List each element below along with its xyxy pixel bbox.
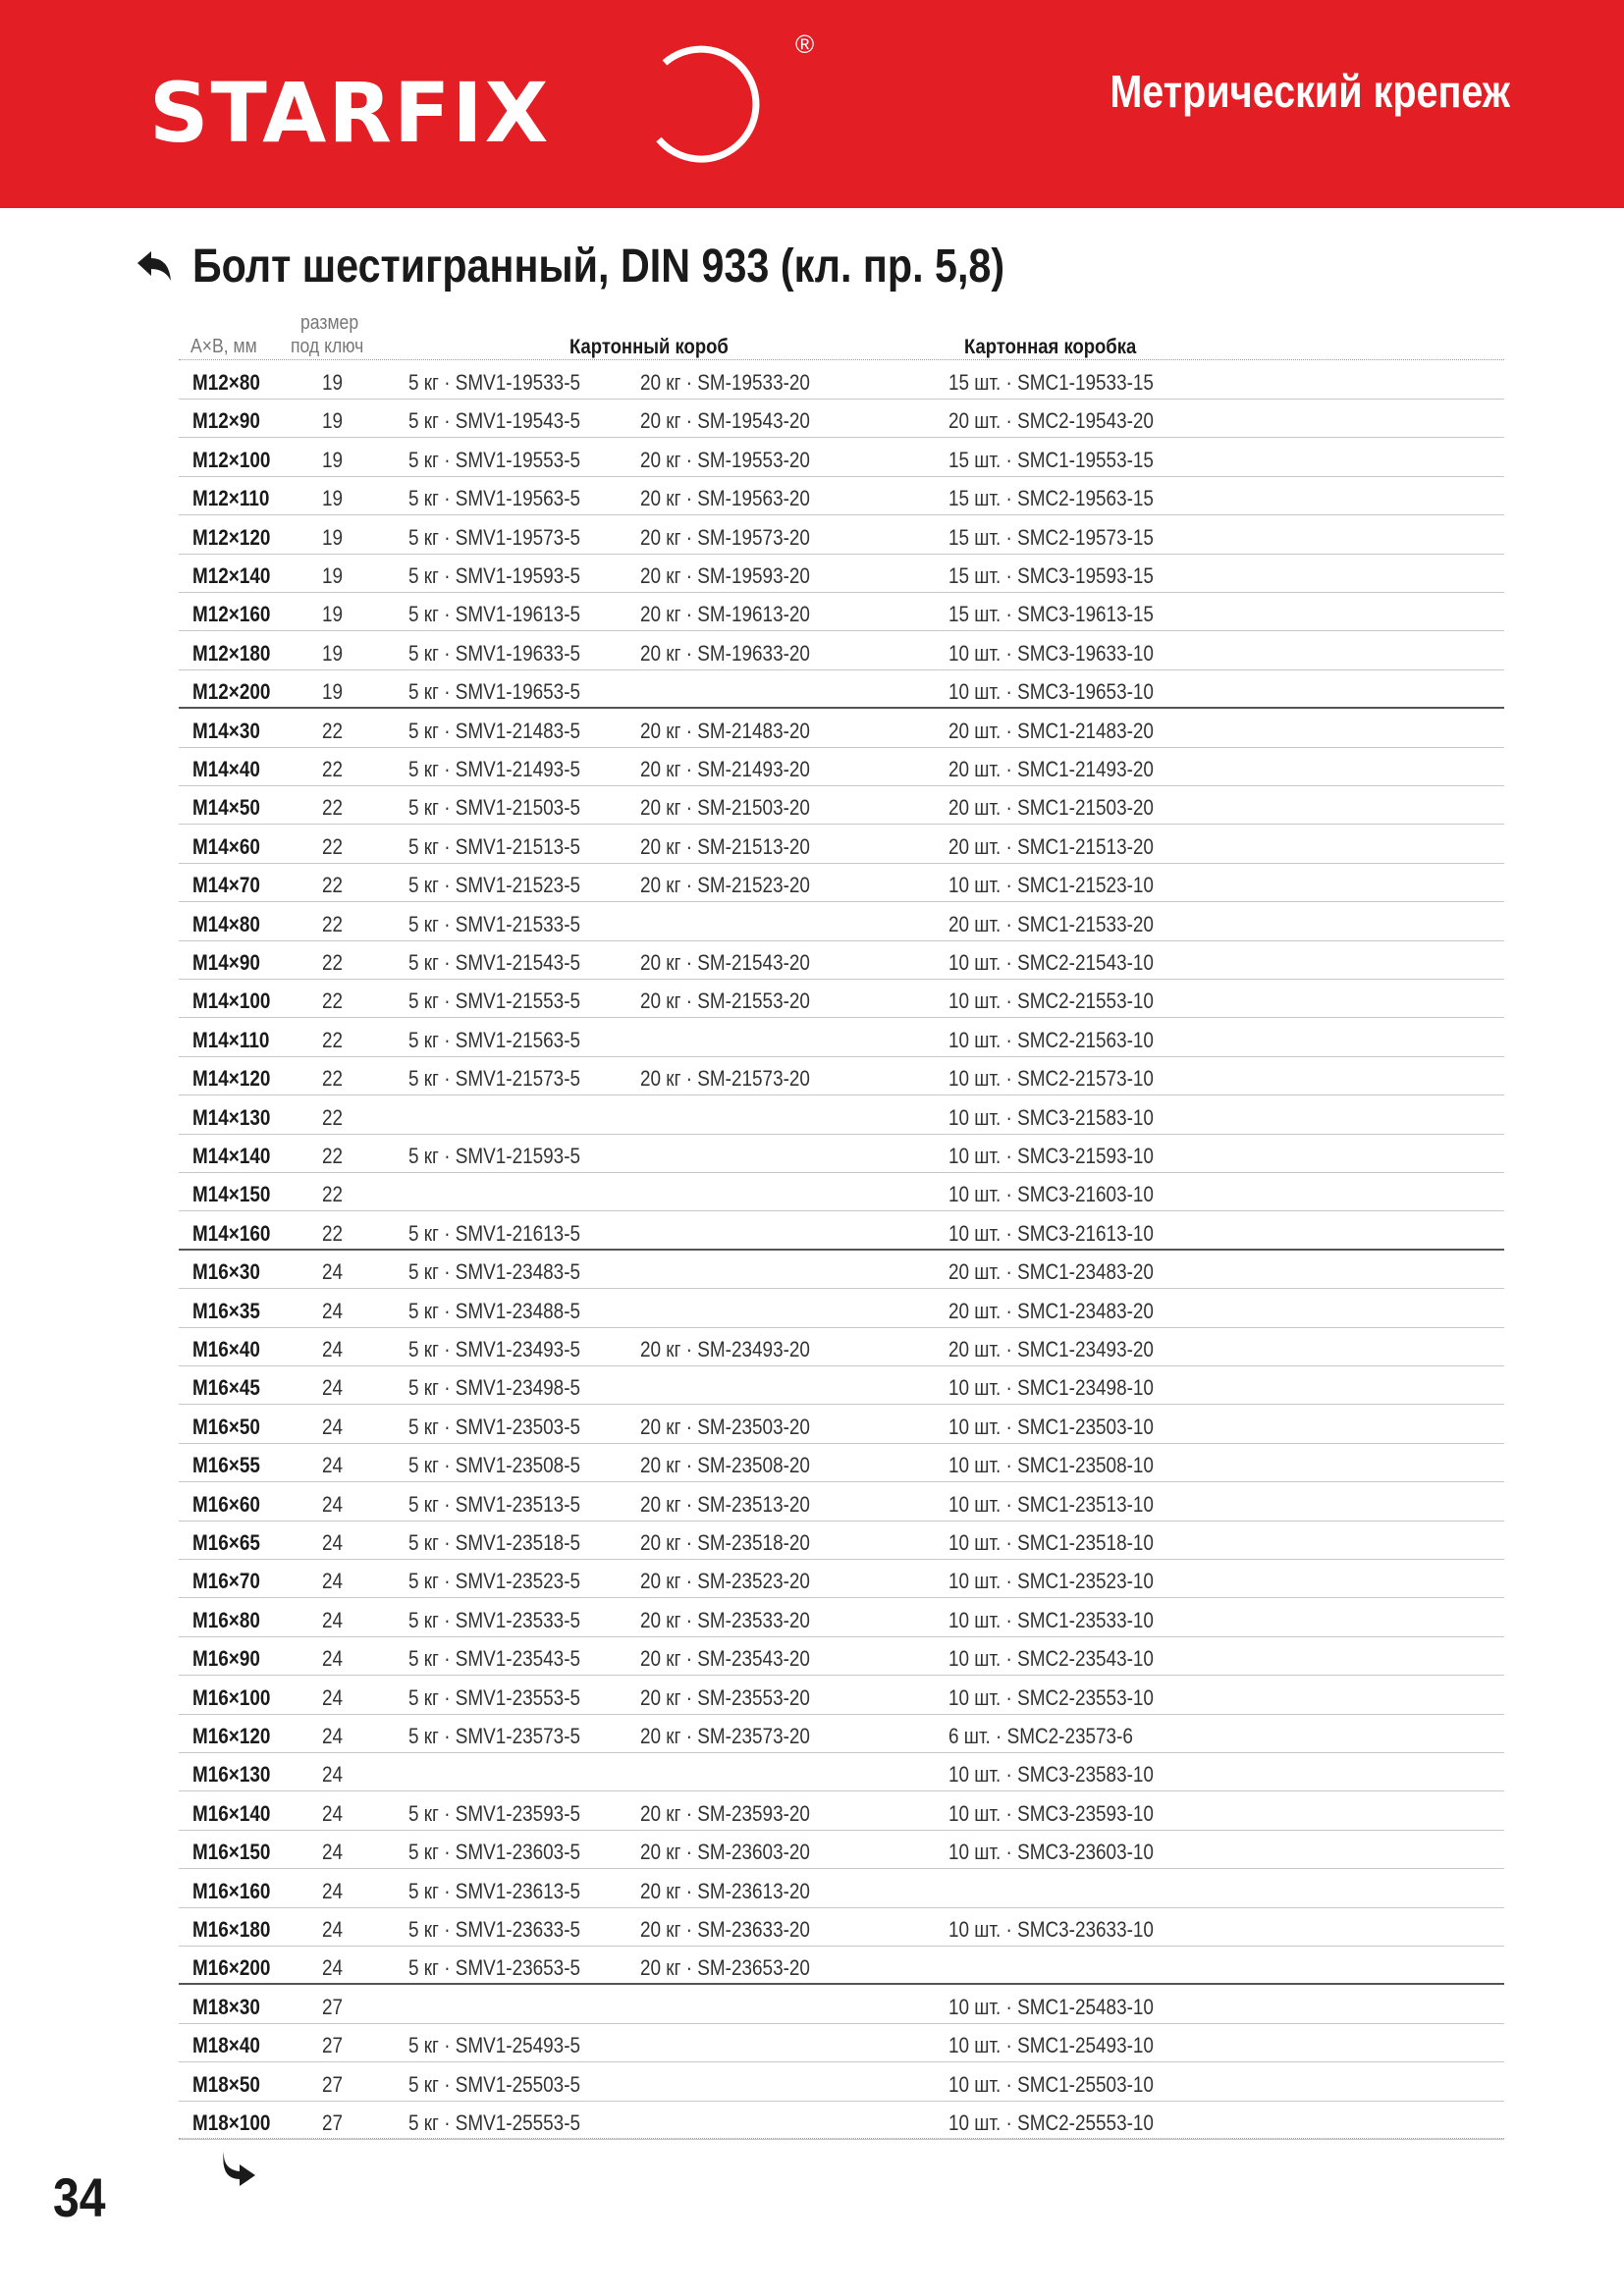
- cell-box: 20 шт. · SMC1-21483-20: [948, 718, 1154, 743]
- back-arrow-icon[interactable]: [135, 249, 175, 283]
- cell-size: M14×30: [192, 718, 260, 743]
- col-header-key-line2: под ключ: [291, 336, 364, 357]
- registered-mark: ®: [795, 29, 815, 59]
- table-row: [179, 1522, 1504, 1560]
- cell-carton-5kg: 5 кг · SMV1-23508-5: [408, 1453, 581, 1478]
- cell-box: 15 шт. · SMC1-19553-15: [948, 447, 1154, 472]
- table-row: [179, 1831, 1504, 1869]
- cell-box: 10 шт. · SMC1-23513-10: [948, 1491, 1154, 1517]
- cell-key-size: 19: [322, 563, 344, 588]
- table-row: [179, 516, 1504, 555]
- table-row: [179, 1135, 1504, 1173]
- cell-box: 20 шт. · SMC1-23483-20: [948, 1298, 1154, 1323]
- cell-size: M14×130: [192, 1104, 271, 1130]
- table-row: [179, 1637, 1504, 1676]
- cell-size: M16×200: [192, 1955, 271, 1981]
- table-row: [179, 826, 1504, 864]
- cell-carton-20kg: 20 кг · SM-23653-20: [640, 1955, 810, 1981]
- cell-box: 15 шт. · SMC2-19563-15: [948, 486, 1154, 511]
- cell-box: 10 шт. · SMC3-19653-10: [948, 679, 1154, 705]
- cell-box: 15 шт. · SMC3-19593-15: [948, 563, 1154, 588]
- cell-carton-20kg: 20 кг · SM-19563-20: [640, 486, 810, 511]
- cell-carton-20kg: 20 кг · SM-23543-20: [640, 1646, 810, 1672]
- cell-carton-20kg: 20 кг · SM-19593-20: [640, 563, 810, 588]
- cell-carton-20kg: 20 кг · SM-23493-20: [640, 1337, 810, 1362]
- cell-size: M12×180: [192, 640, 271, 666]
- logo-ring-icon: [645, 41, 761, 167]
- cell-carton-5kg: 5 кг · SMV1-23593-5: [408, 1800, 581, 1826]
- cell-box: 10 шт. · SMC3-19633-10: [948, 640, 1154, 666]
- cell-box: 10 шт. · SMC3-21603-10: [948, 1182, 1154, 1207]
- cell-key-size: 19: [322, 447, 344, 472]
- cell-box: 10 шт. · SMC2-21553-10: [948, 988, 1154, 1014]
- cell-key-size: 24: [322, 1800, 344, 1826]
- cell-carton-5kg: 5 кг · SMV1-21613-5: [408, 1220, 581, 1246]
- table-row: [179, 1444, 1504, 1482]
- cell-key-size: 22: [322, 1066, 344, 1092]
- brand-logo-text: STARFIX: [149, 65, 551, 161]
- cell-key-size: 22: [322, 1027, 344, 1052]
- table-row: [179, 941, 1504, 980]
- table-row: [179, 1406, 1504, 1444]
- table-row: [179, 1173, 1504, 1211]
- cell-key-size: 24: [322, 1298, 344, 1323]
- cell-size: M16×55: [192, 1453, 260, 1478]
- cell-carton-5kg: 5 кг · SMV1-23573-5: [408, 1724, 581, 1748]
- cell-size: M16×70: [192, 1569, 260, 1594]
- cell-key-size: 22: [322, 911, 344, 936]
- cell-carton-5kg: 5 кг · SMV1-19593-5: [408, 563, 581, 588]
- cell-carton-5kg: 5 кг · SMV1-19613-5: [408, 602, 581, 627]
- cell-key-size: 27: [322, 2071, 344, 2097]
- cell-carton-20kg: 20 кг · SM-23603-20: [640, 1840, 810, 1865]
- cell-key-size: 22: [322, 1144, 344, 1168]
- table-row: [179, 1290, 1504, 1328]
- cell-carton-5kg: 5 кг · SMV1-23543-5: [408, 1646, 581, 1672]
- cell-size: M12×100: [192, 447, 271, 472]
- table-row: [179, 1057, 1504, 1095]
- table-row: [179, 361, 1504, 400]
- cell-box: 10 шт. · SMC1-25483-10: [948, 1994, 1154, 2019]
- table-row: [179, 864, 1504, 902]
- cell-box: 10 шт. · SMC3-21583-10: [948, 1104, 1154, 1130]
- table-row: [179, 1792, 1504, 1831]
- cell-box: 10 шт. · SMC1-23503-10: [948, 1414, 1154, 1439]
- table-row: [179, 670, 1504, 709]
- cell-size: M14×140: [192, 1144, 271, 1168]
- cell-box: 10 шт. · SMC1-23508-10: [948, 1453, 1154, 1478]
- cell-box: 20 шт. · SMC1-23493-20: [948, 1337, 1154, 1362]
- cell-carton-20kg: 20 кг · SM-23593-20: [640, 1800, 810, 1826]
- cell-size: M16×45: [192, 1375, 260, 1401]
- table-row: [179, 1483, 1504, 1522]
- cell-carton-5kg: 5 кг · SMV1-21563-5: [408, 1027, 581, 1052]
- cell-key-size: 19: [322, 408, 344, 434]
- cell-key-size: 22: [322, 1104, 344, 1130]
- cell-key-size: 24: [322, 1646, 344, 1672]
- cell-carton-5kg: 5 кг · SMV1-23523-5: [408, 1569, 581, 1594]
- cell-size: M16×180: [192, 1917, 271, 1942]
- page-number: 34: [53, 2166, 106, 2228]
- cell-box: 6 шт. · SMC2-23573-6: [948, 1724, 1133, 1748]
- cell-box: 20 шт. · SMC2-19543-20: [948, 408, 1154, 434]
- col-header-box: Картонная коробка: [964, 336, 1137, 358]
- cell-key-size: 24: [322, 1337, 344, 1362]
- cell-size: M12×160: [192, 602, 271, 627]
- cell-size: M14×150: [192, 1182, 271, 1207]
- cell-carton-5kg: 5 кг · SMV1-21493-5: [408, 757, 581, 781]
- cell-carton-5kg: 5 кг · SMV1-23503-5: [408, 1414, 581, 1439]
- cell-carton-5kg: 5 кг · SMV1-23603-5: [408, 1840, 581, 1865]
- cell-box: 10 шт. · SMC1-23498-10: [948, 1375, 1154, 1401]
- cell-key-size: 19: [322, 486, 344, 511]
- cell-box: 10 шт. · SMC1-21523-10: [948, 873, 1154, 898]
- cell-size: M12×110: [192, 486, 270, 511]
- cell-carton-5kg: 5 кг · SMV1-21483-5: [408, 718, 581, 743]
- cell-key-size: 24: [322, 1684, 344, 1710]
- cell-carton-20kg: 20 кг · SM-21483-20: [640, 718, 810, 743]
- cell-key-size: 24: [322, 1840, 344, 1865]
- cell-carton-5kg: 5 кг · SMV1-25503-5: [408, 2071, 581, 2097]
- table-row: [179, 1677, 1504, 1715]
- cell-carton-20kg: 20 кг · SM-23518-20: [640, 1530, 810, 1555]
- table-row: [179, 2063, 1504, 2102]
- cell-size: M16×60: [192, 1491, 260, 1517]
- section-title: Метрический крепеж: [1110, 66, 1510, 117]
- cell-size: M12×120: [192, 524, 271, 550]
- cell-carton-5kg: 5 кг · SMV1-25493-5: [408, 2033, 581, 2058]
- cell-size: M12×200: [192, 679, 271, 705]
- cell-size: M14×70: [192, 873, 260, 898]
- table-row: [179, 1328, 1504, 1366]
- cell-carton-20kg: 20 кг · SM-21573-20: [640, 1066, 810, 1092]
- cell-size: M14×50: [192, 795, 260, 821]
- table-row: [179, 1366, 1504, 1405]
- cell-box: 10 шт. · SMC3-23633-10: [948, 1917, 1154, 1942]
- table-row: [179, 980, 1504, 1018]
- cell-carton-5kg: 5 кг · SMV1-19653-5: [408, 679, 581, 705]
- cell-box: 20 шт. · SMC1-21503-20: [948, 795, 1154, 821]
- cell-carton-20kg: 20 кг · SM-19553-20: [640, 447, 810, 472]
- cell-size: M14×80: [192, 911, 260, 936]
- cell-carton-20kg: 20 кг · SM-23553-20: [640, 1684, 810, 1710]
- table-row: [179, 710, 1504, 748]
- cell-carton-5kg: 5 кг · SMV1-19573-5: [408, 524, 581, 550]
- cell-carton-5kg: 5 кг · SMV1-19633-5: [408, 640, 581, 666]
- cell-size: M18×100: [192, 2110, 271, 2135]
- cell-carton-5kg: 5 кг · SMV1-21543-5: [408, 950, 581, 975]
- cell-box: 10 шт. · SMC2-21563-10: [948, 1027, 1154, 1052]
- table-row: [179, 439, 1504, 477]
- cell-carton-20kg: 20 кг · SM-23633-20: [640, 1917, 810, 1942]
- cell-size: M16×50: [192, 1414, 260, 1439]
- cell-key-size: 22: [322, 950, 344, 975]
- cell-box: 15 шт. · SMC3-19613-15: [948, 602, 1154, 627]
- table-row: [179, 1753, 1504, 1791]
- cell-key-size: 24: [322, 1259, 344, 1285]
- cell-key-size: 24: [322, 1724, 344, 1748]
- cell-carton-20kg: 20 кг · SM-19633-20: [640, 640, 810, 666]
- table-row: [179, 1599, 1504, 1637]
- cell-size: M14×40: [192, 757, 260, 781]
- cell-carton-20kg: 20 кг · SM-21513-20: [640, 833, 810, 859]
- cell-key-size: 24: [322, 1414, 344, 1439]
- cell-carton-5kg: 5 кг · SMV1-25553-5: [408, 2110, 581, 2135]
- table-row: [179, 2102, 1504, 2140]
- cell-size: M14×110: [192, 1027, 270, 1052]
- cell-size: M14×100: [192, 988, 271, 1014]
- cell-key-size: 22: [322, 795, 344, 821]
- col-header-carton: Картонный короб: [569, 336, 729, 358]
- cell-box: 10 шт. · SMC3-21613-10: [948, 1220, 1154, 1246]
- cell-box: 10 шт. · SMC1-25503-10: [948, 2071, 1154, 2097]
- cell-size: M16×35: [192, 1298, 260, 1323]
- cell-size: M16×90: [192, 1646, 260, 1672]
- cell-box: 15 шт. · SMC2-19573-15: [948, 524, 1154, 550]
- cell-key-size: 24: [322, 1491, 344, 1517]
- cell-key-size: 27: [322, 2110, 344, 2135]
- cell-box: 10 шт. · SMC2-23553-10: [948, 1684, 1154, 1710]
- cell-box: 20 шт. · SMC1-21493-20: [948, 757, 1154, 781]
- cell-size: M16×65: [192, 1530, 260, 1555]
- cell-box: 10 шт. · SMC2-25553-10: [948, 2110, 1154, 2135]
- cell-key-size: 22: [322, 1220, 344, 1246]
- cell-carton-20kg: 20 кг · SM-21503-20: [640, 795, 810, 821]
- cell-carton-20kg: 20 кг · SM-23513-20: [640, 1491, 810, 1517]
- table-row: [179, 555, 1504, 593]
- cell-carton-5kg: 5 кг · SMV1-21593-5: [408, 1144, 581, 1168]
- cell-carton-5kg: 5 кг · SMV1-23488-5: [408, 1298, 581, 1323]
- cell-key-size: 22: [322, 1182, 344, 1207]
- cell-carton-5kg: 5 кг · SMV1-23518-5: [408, 1530, 581, 1555]
- table-row: [179, 2024, 1504, 2062]
- cell-size: M16×130: [192, 1762, 271, 1788]
- cell-size: M16×30: [192, 1259, 260, 1285]
- cell-size: M12×90: [192, 408, 260, 434]
- cell-carton-5kg: 5 кг · SMV1-21523-5: [408, 873, 581, 898]
- col-header-size: A×B, мм: [190, 336, 257, 357]
- cell-box: 10 шт. · SMC3-23603-10: [948, 1840, 1154, 1865]
- cell-key-size: 24: [322, 1607, 344, 1632]
- cell-size: M14×90: [192, 950, 260, 975]
- cell-carton-20kg: 20 кг · SM-23573-20: [640, 1724, 810, 1748]
- cell-size: M12×80: [192, 370, 260, 395]
- table-row: [179, 1715, 1504, 1753]
- cell-carton-5kg: 5 кг · SMV1-21513-5: [408, 833, 581, 859]
- cell-carton-5kg: 5 кг · SMV1-21553-5: [408, 988, 581, 1014]
- cell-size: M16×40: [192, 1337, 260, 1362]
- cell-box: 10 шт. · SMC3-21593-10: [948, 1144, 1154, 1168]
- cell-size: M18×30: [192, 1994, 260, 2019]
- cell-size: M16×160: [192, 1878, 271, 1903]
- cell-carton-20kg: 20 кг · SM-21543-20: [640, 950, 810, 975]
- cell-carton-20kg: 20 кг · SM-21493-20: [640, 757, 810, 781]
- table-bottom-divider: [179, 2138, 1504, 2139]
- cell-box: 10 шт. · SMC1-23533-10: [948, 1607, 1154, 1632]
- table-row: [179, 1947, 1504, 1985]
- cell-carton-5kg: 5 кг · SMV1-23513-5: [408, 1491, 581, 1517]
- cell-carton-20kg: 20 кг · SM-23523-20: [640, 1569, 810, 1594]
- cell-key-size: 22: [322, 873, 344, 898]
- cell-size: M18×50: [192, 2071, 260, 2097]
- cell-carton-5kg: 5 кг · SMV1-23553-5: [408, 1684, 581, 1710]
- cell-carton-5kg: 5 кг · SMV1-23493-5: [408, 1337, 581, 1362]
- cell-key-size: 24: [322, 1955, 344, 1981]
- cell-key-size: 22: [322, 988, 344, 1014]
- cell-carton-20kg: 20 кг · SM-23503-20: [640, 1414, 810, 1439]
- cell-size: M12×140: [192, 563, 271, 588]
- cell-box: 20 шт. · SMC1-21533-20: [948, 911, 1154, 936]
- cell-box: 10 шт. · SMC1-23523-10: [948, 1569, 1154, 1594]
- cell-key-size: 27: [322, 2033, 344, 2058]
- cell-box: 10 шт. · SMC1-25493-10: [948, 2033, 1154, 2058]
- cell-carton-5kg: 5 кг · SMV1-23483-5: [408, 1259, 581, 1285]
- table-row: [179, 1986, 1504, 2024]
- cell-carton-5kg: 5 кг · SMV1-23653-5: [408, 1955, 581, 1981]
- table-row: [179, 400, 1504, 438]
- cell-key-size: 19: [322, 370, 344, 395]
- cell-carton-20kg: 20 кг · SM-23613-20: [640, 1878, 810, 1903]
- cell-size: M16×150: [192, 1840, 271, 1865]
- table-row: [179, 477, 1504, 515]
- table-row: [179, 1870, 1504, 1908]
- table-row: [179, 748, 1504, 786]
- cell-carton-5kg: 5 кг · SMV1-23498-5: [408, 1375, 581, 1401]
- table-top-divider: [179, 359, 1504, 360]
- cell-key-size: 27: [322, 1994, 344, 2019]
- cell-box: 10 шт. · SMC3-23593-10: [948, 1800, 1154, 1826]
- cell-carton-5kg: 5 кг · SMV1-21533-5: [408, 911, 581, 936]
- cell-box: 10 шт. · SMC2-21573-10: [948, 1066, 1154, 1092]
- cell-size: M14×60: [192, 833, 260, 859]
- cell-carton-20kg: 20 кг · SM-21523-20: [640, 873, 810, 898]
- table-row: [179, 1212, 1504, 1251]
- cell-carton-5kg: 5 кг · SMV1-23613-5: [408, 1878, 581, 1903]
- cell-size: M14×160: [192, 1220, 271, 1246]
- cell-key-size: 24: [322, 1375, 344, 1401]
- table-row: [179, 593, 1504, 631]
- cell-carton-20kg: 20 кг · SM-23533-20: [640, 1607, 810, 1632]
- table-row: [179, 903, 1504, 941]
- table-row: [179, 1251, 1504, 1289]
- cell-key-size: 22: [322, 757, 344, 781]
- cell-carton-5kg: 5 кг · SMV1-23533-5: [408, 1607, 581, 1632]
- cell-key-size: 22: [322, 833, 344, 859]
- cell-size: M18×40: [192, 2033, 260, 2058]
- cell-key-size: 19: [322, 524, 344, 550]
- cell-box: 10 шт. · SMC2-23543-10: [948, 1646, 1154, 1672]
- cell-carton-5kg: 5 кг · SMV1-23633-5: [408, 1917, 581, 1942]
- cell-size: M16×80: [192, 1607, 260, 1632]
- cell-size: M16×120: [192, 1724, 271, 1748]
- cell-key-size: 24: [322, 1762, 344, 1788]
- cell-carton-5kg: 5 кг · SMV1-21503-5: [408, 795, 581, 821]
- cell-box: 20 шт. · SMC1-21513-20: [948, 833, 1154, 859]
- cell-carton-20kg: 20 кг · SM-21553-20: [640, 988, 810, 1014]
- cell-box: 15 шт. · SMC1-19533-15: [948, 370, 1154, 395]
- cell-carton-5kg: 5 кг · SMV1-19553-5: [408, 447, 581, 472]
- table-row: [179, 1560, 1504, 1598]
- cell-box: 10 шт. · SMC3-23583-10: [948, 1762, 1154, 1788]
- cell-key-size: 22: [322, 718, 344, 743]
- cell-carton-20kg: 20 кг · SM-19613-20: [640, 602, 810, 627]
- cell-size: M16×140: [192, 1800, 271, 1826]
- cell-box: 10 шт. · SMC2-21543-10: [948, 950, 1154, 975]
- continue-arrow-icon[interactable]: [218, 2148, 257, 2187]
- cell-key-size: 24: [322, 1878, 344, 1903]
- cell-carton-20kg: 20 кг · SM-19533-20: [640, 370, 810, 395]
- cell-carton-5kg: 5 кг · SMV1-19543-5: [408, 408, 581, 434]
- cell-key-size: 19: [322, 679, 344, 705]
- cell-size: M16×100: [192, 1684, 271, 1710]
- cell-carton-5kg: 5 кг · SMV1-21573-5: [408, 1066, 581, 1092]
- table-row: [179, 1096, 1504, 1135]
- cell-carton-20kg: 20 кг · SM-23508-20: [640, 1453, 810, 1478]
- page-title: Болт шестигранный, DIN 933 (кл. пр. 5,8): [192, 240, 1005, 293]
- table-row: [179, 1908, 1504, 1947]
- header-banner: [0, 0, 1624, 208]
- cell-key-size: 24: [322, 1530, 344, 1555]
- cell-size: M14×120: [192, 1066, 271, 1092]
- cell-carton-20kg: 20 кг · SM-19573-20: [640, 524, 810, 550]
- table-row: [179, 632, 1504, 670]
- table-row: [179, 1019, 1504, 1057]
- cell-box: 20 шт. · SMC1-23483-20: [948, 1259, 1154, 1285]
- cell-key-size: 24: [322, 1917, 344, 1942]
- cell-key-size: 19: [322, 602, 344, 627]
- cell-carton-5kg: 5 кг · SMV1-19533-5: [408, 370, 581, 395]
- cell-key-size: 24: [322, 1453, 344, 1478]
- cell-box: 10 шт. · SMC1-23518-10: [948, 1530, 1154, 1555]
- table-row: [179, 786, 1504, 825]
- cell-carton-5kg: 5 кг · SMV1-19563-5: [408, 486, 581, 511]
- col-header-key-line1: размер: [300, 312, 359, 334]
- cell-key-size: 19: [322, 640, 344, 666]
- cell-carton-20kg: 20 кг · SM-19543-20: [640, 408, 810, 434]
- cell-key-size: 24: [322, 1569, 344, 1594]
